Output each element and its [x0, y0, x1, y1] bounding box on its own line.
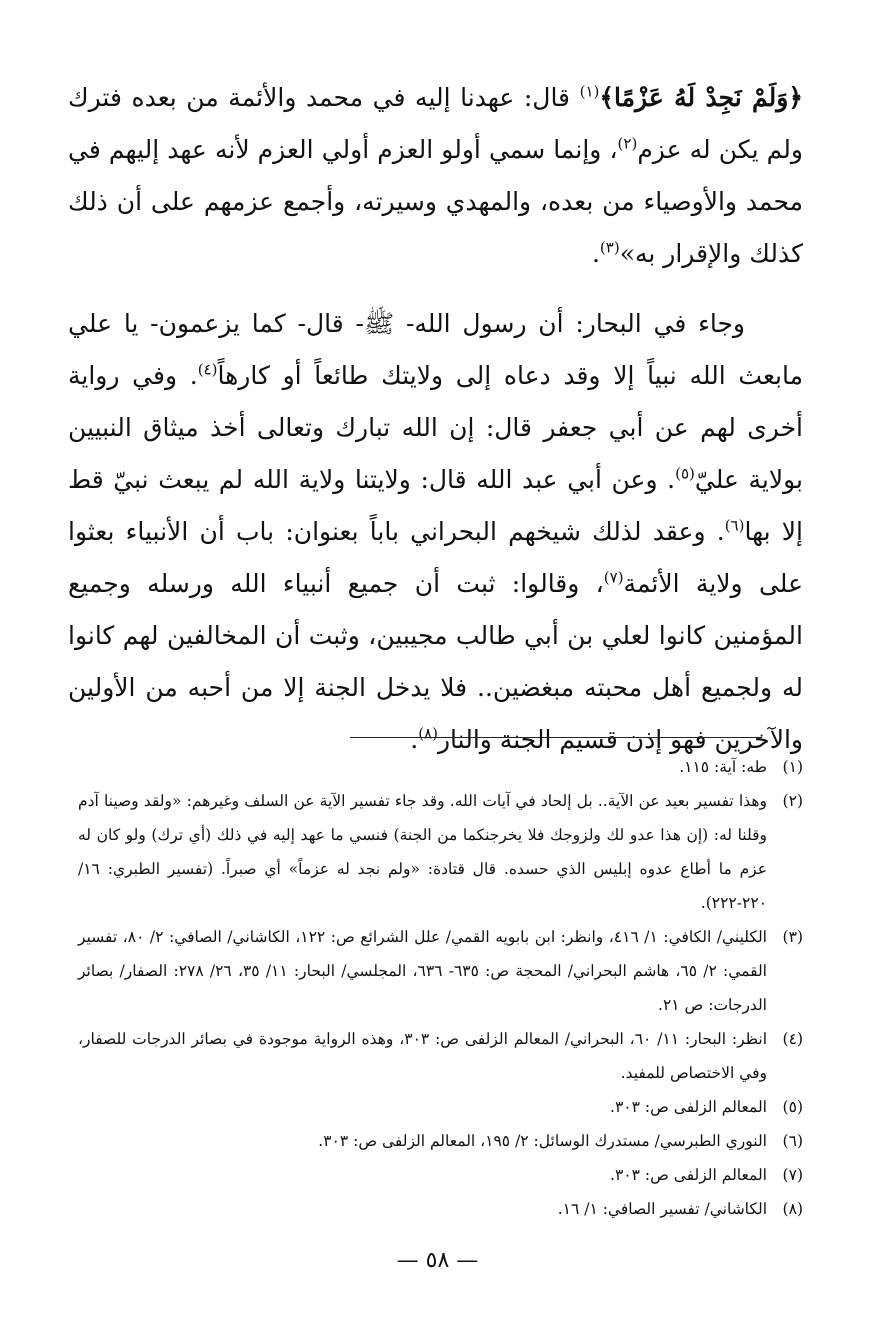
paragraph-2-text-d: . وعقد لذلك شيخهم البحراني باباً بعنوان: باب أن الأنبياء بعثوا على ولاية الأئمة — [68, 517, 803, 598]
footnote-number: (٣) — [782, 928, 803, 946]
footnote-text: المعالم الزلفى ص: ٣٠٣. — [610, 1166, 767, 1184]
footnote-number: (٧) — [782, 1166, 803, 1184]
footnote-ref-4: (٤) — [197, 360, 218, 379]
paragraph-2-text-e: ، وقالوا: ثبت أن جميع أنبياء الله ورسله وجميع المؤمنين كانوا لعلي بن أبي طالب مجيبين، وثبت أن المخالفين لهم كانوا له ولجميع أهل محبته مبغضين.. فلا يدخل الجنة إلا من أحبه من الأولين والآخرين فهو إذن قسيم الجنة والنار — [68, 569, 803, 754]
footnote-ref-7: (٧) — [603, 568, 624, 587]
footnote-ref-1: (١) — [579, 82, 600, 101]
footnote-2 — [78, 784, 803, 920]
quran-quote: ﴿وَلَمْ نَجِدْ لَهُ عَزْمًا﴾ — [599, 83, 803, 112]
paragraph-1-text-b: ، وإنما سمي أولو العزم أولي العزم لأنه عهد إليهم في محمد والأوصياء من بعده، والمهدي وسيرته، وأجمع عزمهم على أن ذلك كذلك والإقرار به» — [68, 135, 803, 268]
footnote-7 — [78, 1158, 803, 1192]
footnote-ref-2: (٢) — [617, 134, 638, 153]
footnote-4 — [78, 1022, 803, 1090]
footnote-text: النوري الطبرسي/ مستدرك الوسائل: ٢/ ١٩٥، المعالم الزلفى ص: ٣٠٣. — [318, 1132, 767, 1150]
footnote-number: (٢) — [782, 792, 803, 810]
paragraph-2-text-c: . وعن أبي عبد الله قال: ولايتنا ولاية الله لم يبعث نبيّ قط إلا بها — [68, 465, 803, 546]
footnote-5 — [78, 1090, 803, 1124]
footnote-ref-6: (٦) — [724, 516, 745, 535]
footnote-text: وهذا تفسير بعيد عن الآية.. بل إلحاد في آيات الله. وقد جاء تفسير الآية عن السلف وغيرهم: «ولقد وصينا آدم وقلنا له: (إن هذا عدو لك ولزوجك فلا يخرجنكما من الجنة) فنسي ما عهد إليه في ذلك (أي ترك) ولو كان له عزم ما أطاع عدوه إبليس الذي حسده. قال قتادة: «ولم نجد له عزماً» أي صبراً. (تفسير الطبري: ١٦/ ٢٢٠-٢٢٢). — [78, 792, 767, 912]
footnote-number: (٨) — [782, 1200, 803, 1218]
paragraph-2-text-f: . — [410, 725, 419, 754]
footnote-number: (٥) — [782, 1098, 803, 1116]
footnote-text: الكليني/ الكافي: ١/ ٤١٦، وانظر: ابن بابويه القمي/ علل الشرائع ص: ١٢٢، الكاشاني/ الصافي: ٢/ ٨٠، تفسير القمي: ٢/ ٦٥، هاشم البحراني/ المحجة ص: ٦٣٥- ٦٣٦، المجلسي/ البحار: ١١/ ٣٥، ٢٦/ ٢٧٨: الصفار/ بصائر الدرجات: ص ٢١. — [78, 928, 767, 1014]
footnote-number: (٤) — [782, 1030, 803, 1048]
footnote-text: انظر: البحار: ١١/ ٦٠، البحراني/ المعالم الزلفى ص: ٣٠٣، وهذه الرواية موجودة في بصائر الدرجات للصفار، وفي الاختصاص للمفيد. — [78, 1030, 767, 1082]
footnote-ref-5: (٥) — [675, 464, 695, 483]
footnote-number: (١) — [782, 758, 803, 776]
paragraph-2 — [68, 298, 803, 766]
footnote-ref-3: (٣) — [599, 238, 620, 257]
footnote-text: طه: آية: ١١٥. — [679, 758, 767, 776]
footnote-ref-8: (٨) — [418, 724, 438, 743]
footnote-6 — [78, 1124, 803, 1158]
page-number: — ٥٨ — — [396, 1248, 479, 1273]
main-text — [68, 72, 803, 766]
footnote-divider — [350, 737, 762, 738]
paragraph-1 — [68, 72, 803, 280]
footnote-8 — [78, 1192, 803, 1226]
footnotes — [78, 750, 803, 1226]
footnote-text: المعالم الزلفى ص: ٣٠٣. — [610, 1098, 767, 1116]
footnote-number: (٦) — [782, 1132, 803, 1150]
paragraph-2-text-b: . وفي رواية أخرى لهم عن أبي جعفر قال: إن الله تبارك وتعالى أخذ ميثاق النبيين بولاية عليّ — [68, 361, 803, 494]
footnote-3 — [78, 920, 803, 1022]
paragraph-1-text-a: قال: عهدنا إليه في محمد والأئمة من بعده فترك ولم يكن له عزم — [68, 83, 803, 164]
paragraph-1-text-c: . — [591, 239, 600, 268]
paragraph-2-text-a: وجاء في البحار: أن رسول الله- ﷺ- قال- كما يزعمون- يا علي مابعث الله نبياً إلا وقد دعاه إلى ولايتك طائعاً أو كارهاً — [68, 309, 804, 390]
footnote-text: الكاشاني/ تفسير الصافي: ١/ ١٦. — [557, 1200, 767, 1218]
footnote-1 — [78, 750, 803, 784]
